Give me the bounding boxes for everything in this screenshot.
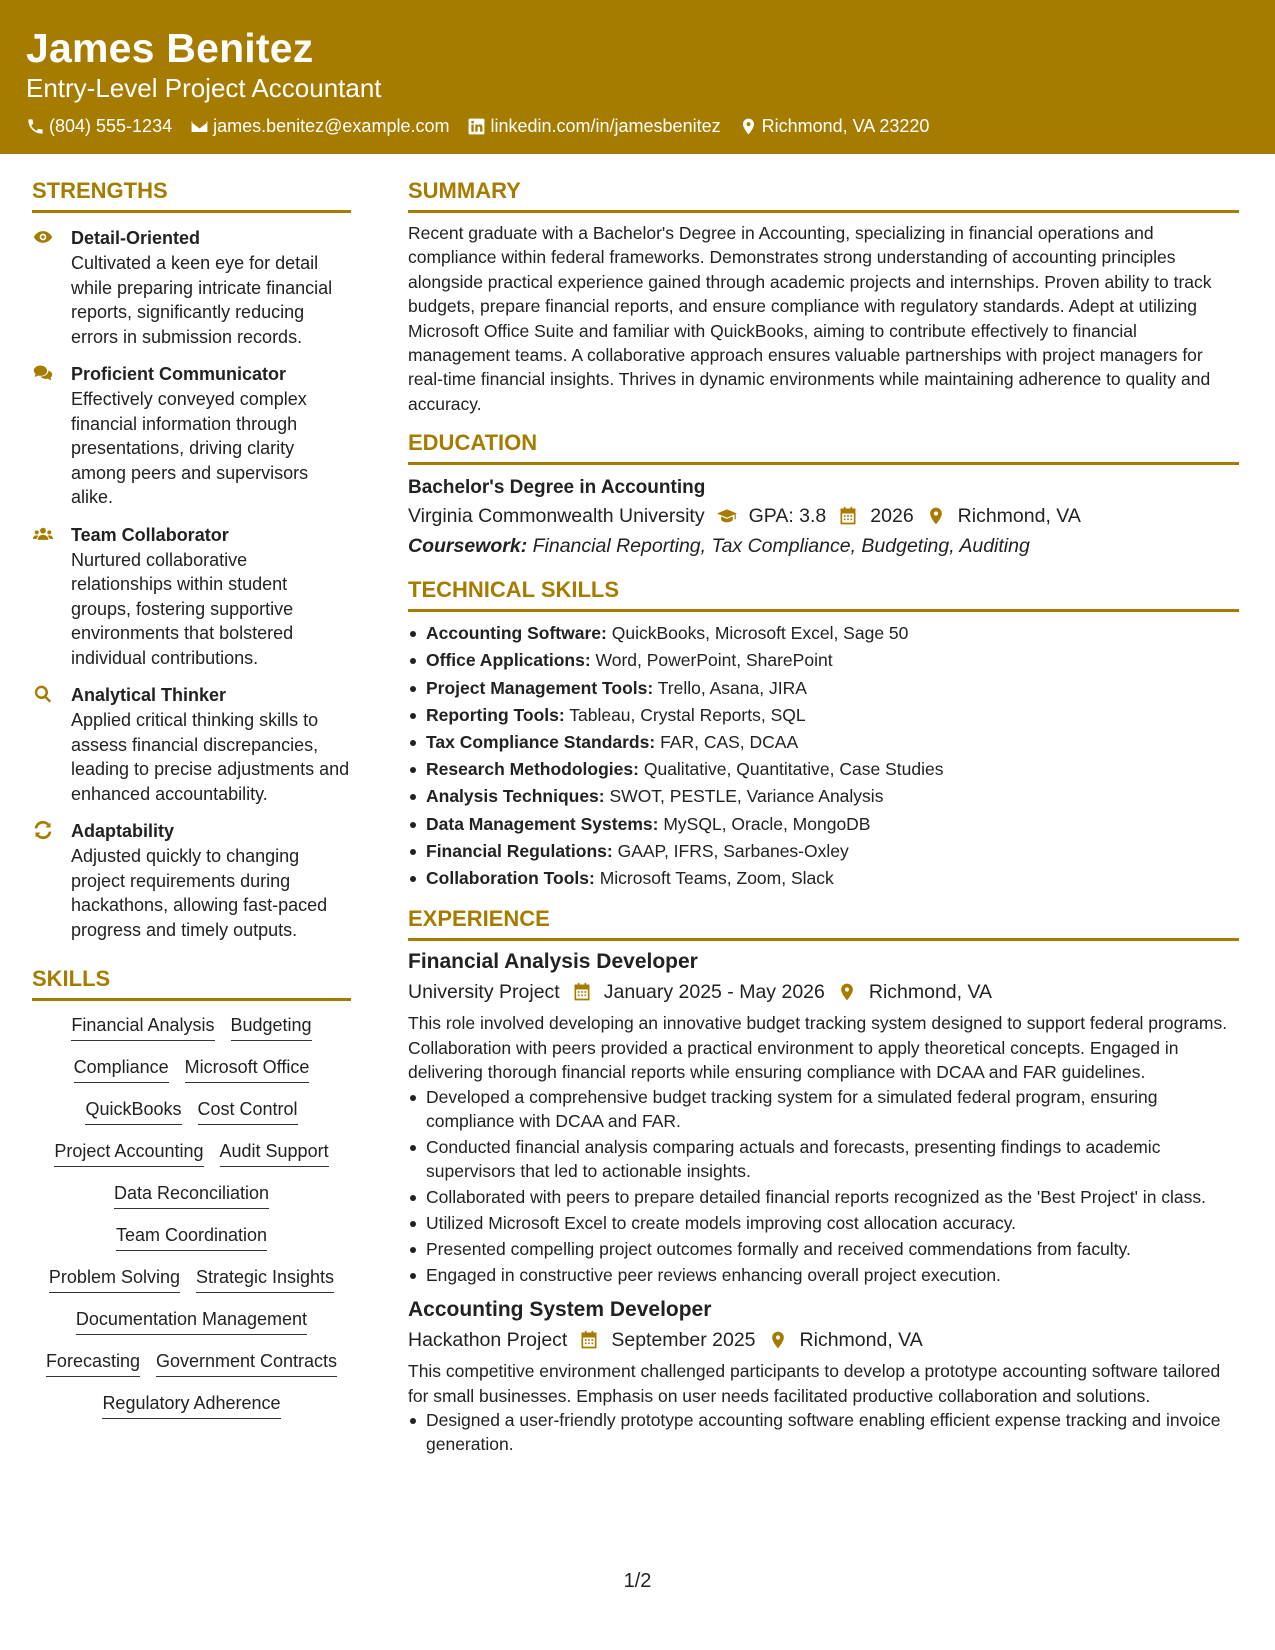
year-item [838,501,913,531]
map-marker-icon [837,982,857,1002]
skill-row [32,1391,351,1419]
skill-tag: Forecasting [46,1349,140,1377]
job-dates-item [579,1325,755,1355]
job-bullets [408,1085,1239,1288]
skill-tag: Project Accounting [54,1139,203,1167]
list-item: Reporting Tools: Tableau, Crystal Reports, SQL [408,702,1239,729]
strength-item [32,522,351,671]
list-item: Designed a user-friendly prototype accounting software enabling efficient expense tracking and invoice generation. [408,1408,1239,1457]
strength-item [32,225,351,349]
skill-row [32,1181,351,1209]
job-title: Accounting System Developer [408,1298,712,1322]
job-location-item [768,1325,923,1355]
list-item: Utilized Microsoft Excel to create models improving cost allocation accuracy. [408,1211,1239,1235]
job-dates: January 2025 - May 2026 [603,981,825,1004]
skill-tag: Strategic Insights [196,1265,334,1293]
phone-icon [26,117,45,136]
skill-tag: Compliance [74,1055,169,1083]
skill-tag: Team Coordination [116,1223,267,1251]
contact-bar [26,114,1275,138]
coursework-label: Coursework: [408,535,528,558]
list-item: Presented compelling project outcomes formally and received commendations from faculty. [408,1237,1239,1261]
strength-item [32,818,351,942]
eye-icon [32,227,54,247]
list-item: Collaborated with peers to prepare detailed financial reports recognized as the 'Best Project' in class. [408,1185,1239,1209]
map-marker-icon [768,1330,788,1350]
envelope-icon [190,117,209,136]
strength-desc: Adjusted quickly to changing project requirements during hackathons, allowing fast-paced progress and timely outputs. [71,846,328,940]
skill-tag: Financial Analysis [71,1013,214,1041]
contact-linkedin[interactable] [467,114,720,138]
contact-location [739,114,930,138]
gpa-text: GPA: 3.8 [748,505,827,528]
coursework-text: Financial Reporting, Tax Compliance, Budgeting, Auditing [532,535,1030,558]
comments-icon [32,363,54,383]
resume-header [0,0,1275,154]
summary-text: Recent graduate with a Bachelor's Degree in Accounting, specializing in financial operations and compliance within federal frameworks. Demonstrates strong understanding of accounting principles alongside practical experience gained through academic projects and internships. Proven ability to track budgets, prepare financial reports, and ensure compliance with regulatory standards. Adept at utilizing Microsoft Office Suite and familiar with QuickBooks, aiming to contribute effectively to financial management teams. A collaborative approach ensures valuable partnerships with project managers for real-time financial insights. Thrives in dynamic environments while maintaining adherence to quality and accuracy. [408,223,1212,414]
right-column [408,176,1239,1458]
list-item: Developed a comprehensive budget tracking system for a simulated federal program, ensuring compliance with DCAA and FAR. [408,1085,1239,1134]
calendar-icon [579,1330,599,1350]
page-number: 1/2 [623,1570,652,1592]
left-column [32,176,351,1433]
technical-heading: TECHNICAL SKILLS [408,575,1239,612]
strength-title: Team Collaborator [71,524,229,545]
job-dates-item [572,977,825,1007]
strength-desc: Cultivated a keen eye for detail while preparing intricate financial reports, significantly reducing errors in submission records. [71,253,333,347]
skill-tag: Problem Solving [49,1265,180,1293]
candidate-name: James Benitez [26,25,314,71]
location-text: Richmond, VA 23220 [761,116,930,136]
list-item: Data Management Systems: MySQL, Oracle, MongoDB [408,811,1239,838]
education-heading: EDUCATION [408,428,1239,465]
skills-cloud [32,1013,351,1419]
job-entry [408,1295,1239,1457]
school-name: Virginia Commonwealth University [408,505,705,528]
skill-row [32,1139,351,1167]
job-location: Richmond, VA [868,981,993,1004]
strength-item [32,361,351,510]
edu-location-item [926,501,1081,531]
skill-row [32,1097,351,1125]
skills-heading: SKILLS [32,964,351,1001]
job-org: University Project [408,981,560,1004]
map-marker-icon [926,506,946,526]
degree-title: Bachelor's Degree in Accounting [408,477,706,499]
strength-item [32,682,351,806]
list-item: Research Methodologies: Qualitative, Quantitative, Case Studies [408,756,1239,783]
education-meta [408,501,1239,531]
strength-desc: Effectively conveyed complex financial information through presentations, driving clarity among peers and supervisors alike. [71,389,309,507]
skill-row [32,1307,351,1335]
list-item: Office Applications: Word, PowerPoint, SharePoint [408,647,1239,674]
experience-heading: EXPERIENCE [408,904,1239,941]
list-item: Accounting Software: QuickBooks, Microsoft Excel, Sage 50 [408,620,1239,647]
list-item: Collaboration Tools: Microsoft Teams, Zoom, Slack [408,865,1239,892]
job-title: Financial Analysis Developer [408,950,698,974]
graduation-cap-icon [717,506,737,526]
skill-row [32,1223,351,1251]
skill-tag: Government Contracts [156,1349,337,1377]
list-item: Analysis Techniques: SWOT, PESTLE, Variance Analysis [408,783,1239,810]
job-location-item [837,977,992,1007]
skill-tag: Audit Support [220,1139,329,1167]
strength-title: Analytical Thinker [71,685,227,705]
map-marker-icon [739,117,758,136]
linkedin-icon [467,117,486,136]
list-item: Engaged in constructive peer reviews enhancing overall project execution. [408,1263,1239,1287]
skill-tag: Data Reconciliation [114,1181,269,1209]
list-item: Conducted financial analysis comparing actuals and forecasts, presenting findings to academic supervisors that led to actionable insights. [408,1135,1239,1184]
strengths-heading: STRENGTHS [32,176,351,213]
job-meta [408,1325,1239,1355]
strength-desc: Nurtured collaborative relationships within student groups, fostering supportive environments that bolstered individual contributions. [71,549,294,668]
search-icon [32,684,54,704]
skill-row [32,1013,351,1041]
job-meta [408,977,1239,1007]
skill-row [32,1055,351,1083]
linkedin-text: linkedin.com/in/jamesbenitez [490,116,721,136]
strength-desc: Applied critical thinking skills to assess financial discrepancies, leading to precise adjustments and enhanced accountability. [71,710,350,804]
strength-title: Adaptability [71,821,175,841]
users-icon [32,524,54,544]
sync-icon [32,820,54,840]
job-description: This role involved developing an innovative budget tracking system designed to support federal programs. Collaboration with peers provided a practical environment to apply theoretical concepts. Engaged in delivering thorough financial reports while ensuring compliance with DCAA and FAR guidelines. [408,1013,1228,1083]
coursework [408,531,1239,561]
list-item: Project Management Tools: Trello, Asana, JIRA [408,675,1239,702]
skill-tag: Microsoft Office [185,1055,310,1083]
gpa-item [717,501,827,531]
job-description: This competitive environment challenged participants to develop a prototype accounting software tailored for small businesses. Emphasis on user needs facilitated productive collaboration and solutions. [408,1361,1221,1406]
skill-tag: Regulatory Adherence [102,1391,280,1419]
job-location: Richmond, VA [799,1329,923,1352]
skill-tag: QuickBooks [85,1097,181,1125]
list-item: Tax Compliance Standards: FAR, CAS, DCAA [408,729,1239,756]
candidate-title: Entry-Level Project Accountant [26,73,382,103]
calendar-icon [572,982,592,1002]
skill-tag: Cost Control [198,1097,298,1125]
calendar-icon [838,506,858,526]
list-item: Financial Regulations: GAAP, IFRS, Sarbanes-Oxley [408,838,1239,865]
job-dates: September 2025 [611,1329,756,1352]
skill-row [32,1349,351,1377]
skill-row [32,1265,351,1293]
skill-tag: Documentation Management [76,1307,307,1335]
summary-heading: SUMMARY [408,176,1239,213]
contact-phone[interactable] [26,114,172,138]
technical-list [408,620,1239,892]
phone-text: (804) 555-1234 [49,116,173,136]
strength-title: Detail-Oriented [71,228,201,248]
job-entry [408,947,1239,1287]
job-bullets [408,1408,1239,1457]
email-text: james.benitez@example.com [213,116,450,136]
skill-tag: Budgeting [231,1013,312,1041]
contact-email[interactable] [190,114,449,138]
strength-title: Proficient Communicator [71,364,287,384]
job-org: Hackathon Project [408,1329,568,1352]
year-text: 2026 [870,505,914,528]
edu-location-text: Richmond, VA [957,505,1081,528]
